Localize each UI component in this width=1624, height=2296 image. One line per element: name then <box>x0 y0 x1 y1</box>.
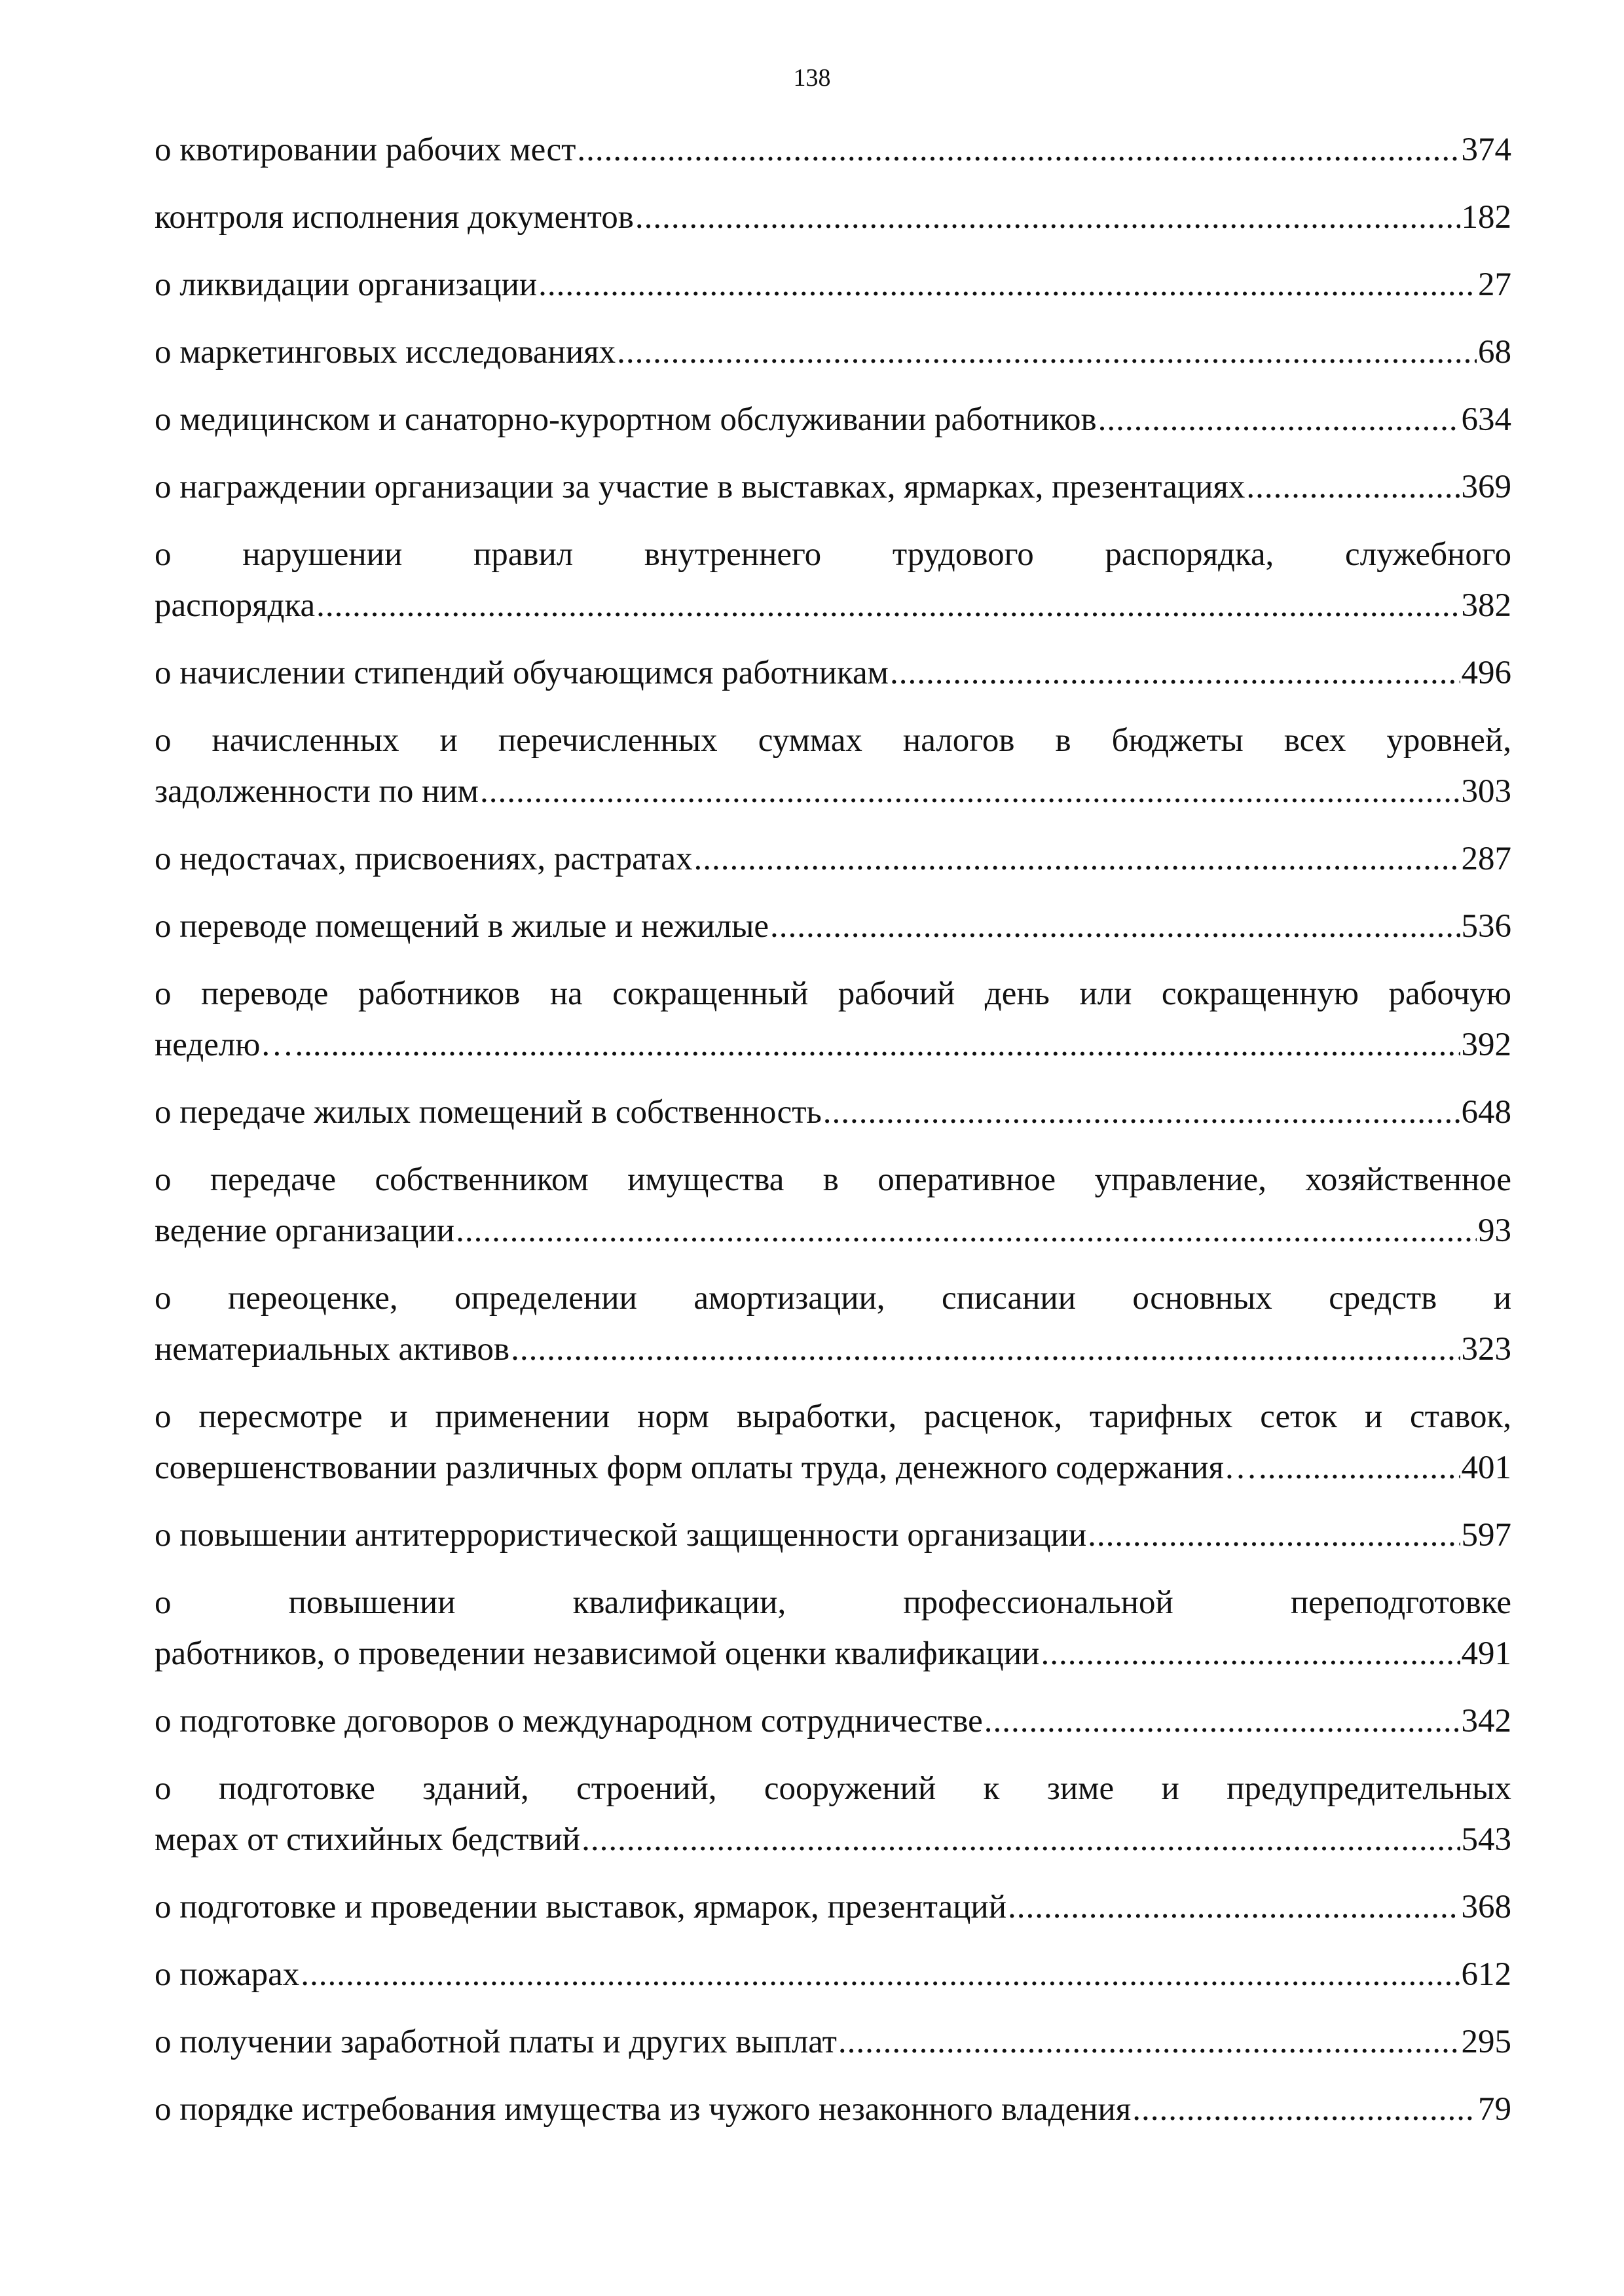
index-entry-page-number: 543 <box>1461 1821 1511 1858</box>
dot-leader <box>838 2016 1460 2068</box>
index-entry-text-line: о повышении квалификации, профессиональной переподготовке <box>155 1584 1511 1621</box>
index-entry-title: о пожарах <box>155 1956 300 1993</box>
index-entry-page-number: 536 <box>1461 908 1511 945</box>
index-entry-last-line <box>155 1628 1511 1679</box>
dot-leader <box>1008 1882 1460 1933</box>
index-entry-last-line <box>155 394 1511 445</box>
index-entry-title: ведение организации <box>155 1212 455 1249</box>
dot-leader <box>1098 394 1460 445</box>
index-entry-page-number: 392 <box>1461 1027 1511 1063</box>
index-entry-text-line: о пересмотре и применении норм выработки, расценок, тарифных сеток и ставок, <box>155 1398 1511 1435</box>
index-entry <box>155 833 1511 884</box>
dot-leader <box>511 1324 1460 1375</box>
dot-leader <box>295 1019 1460 1070</box>
dot-leader <box>577 124 1460 175</box>
index-entry <box>155 1577 1511 1679</box>
index-entry-last-line <box>155 1949 1511 2000</box>
index-entry-last-line <box>155 1814 1511 1865</box>
index-entry-title: совершенствовании различных форм оплаты труда, денежного содержания… <box>155 1449 1257 1486</box>
index-entry-last-line <box>155 647 1511 699</box>
index-entry-last-line <box>155 901 1511 952</box>
index-entry-title: о получении заработной платы и других выплат <box>155 2024 837 2060</box>
index-entry-last-line <box>155 833 1511 884</box>
index-entry-last-line <box>155 124 1511 175</box>
dot-leader <box>480 766 1460 817</box>
index-entry-title: нематериальных активов <box>155 1331 510 1368</box>
dot-leader <box>693 833 1460 884</box>
dot-leader <box>456 1205 1477 1256</box>
dot-leader <box>1259 1442 1460 1493</box>
index-entry-title: о подготовке и проведении выставок, ярмарок, презентаций <box>155 1889 1006 1925</box>
index-entry-page-number: 612 <box>1461 1956 1511 1993</box>
dot-leader <box>890 647 1460 699</box>
index-entry <box>155 647 1511 699</box>
index-entry <box>155 529 1511 631</box>
index-entry-last-line <box>155 766 1511 817</box>
dot-leader <box>316 580 1460 631</box>
index-entry <box>155 1154 1511 1256</box>
index-entry-page-number: 295 <box>1461 2024 1511 2060</box>
index-entry-page-number: 491 <box>1461 1635 1511 1672</box>
index-entry-page-number: 597 <box>1461 1517 1511 1554</box>
index-entry-title: о переводе помещений в жилые и нежилые <box>155 908 769 945</box>
index-entry-last-line <box>155 1510 1511 1561</box>
index-entry-title: контроля исполнения документов <box>155 199 634 236</box>
index-entry-title: о повышении антитеррористической защищенности организации <box>155 1517 1087 1554</box>
index-entry <box>155 1391 1511 1493</box>
index-entry-text-line: о подготовке зданий, строений, сооружений к зиме и предупредительных <box>155 1770 1511 1807</box>
index-entry-text-line: о передаче собственником имущества в оперативное управление, хозяйственное <box>155 1161 1511 1198</box>
dot-leader <box>984 1696 1460 1747</box>
dot-leader <box>538 259 1477 310</box>
index-entry-text-line: о нарушении правил внутреннего трудового распорядка, служебного <box>155 536 1511 573</box>
index-entry <box>155 1510 1511 1561</box>
index-entry <box>155 2016 1511 2068</box>
index-entry-page-number: 323 <box>1461 1331 1511 1368</box>
index-entry-text-line: о переводе работников на сокращенный рабочий день или сокращенную рабочую <box>155 975 1511 1012</box>
index-entry <box>155 1696 1511 1747</box>
dot-leader <box>770 901 1460 952</box>
index-entry-title: о медицинском и санаторно-курортном обслуживании работников <box>155 401 1097 438</box>
index-entry-page-number: 634 <box>1461 401 1511 438</box>
index-entry-title: неделю… <box>155 1027 294 1063</box>
index-entry-last-line <box>155 1324 1511 1375</box>
index-entry-page-number: 496 <box>1461 655 1511 691</box>
index-entry-page-number: 401 <box>1461 1449 1511 1486</box>
index-entry <box>155 1087 1511 1138</box>
index-entry-last-line <box>155 1205 1511 1256</box>
index-entry-last-line <box>155 580 1511 631</box>
index-entry-page-number: 182 <box>1461 199 1511 236</box>
index-entry-last-line <box>155 1087 1511 1138</box>
dot-leader <box>1041 1628 1460 1679</box>
index-entry-last-line <box>155 1442 1511 1493</box>
index-entry-title: о начислении стипендий обучающимся работникам <box>155 655 889 691</box>
index-entry-last-line <box>155 1696 1511 1747</box>
index-entry <box>155 192 1511 243</box>
index-entry <box>155 1882 1511 1933</box>
index-entry-page-number: 93 <box>1478 1212 1511 1249</box>
index-entry-page-number: 342 <box>1461 1703 1511 1740</box>
index-entry-text-line: о начисленных и перечисленных суммах налогов в бюджеты всех уровней, <box>155 722 1511 759</box>
index-entry <box>155 1763 1511 1865</box>
index-entry-page-number: 374 <box>1461 132 1511 168</box>
dot-leader <box>1088 1510 1460 1561</box>
index-entry-page-number: 368 <box>1461 1889 1511 1925</box>
index-entry-page-number: 287 <box>1461 841 1511 877</box>
index-entry-last-line <box>155 327 1511 378</box>
page-number: 138 <box>793 64 831 92</box>
index-entry <box>155 901 1511 952</box>
dot-leader <box>635 192 1460 243</box>
index-entry-last-line <box>155 2016 1511 2068</box>
dot-leader <box>617 327 1477 378</box>
index-entry <box>155 2084 1511 2135</box>
index-entry-page-number: 68 <box>1478 334 1511 371</box>
dot-leader <box>823 1087 1460 1138</box>
index-entry-title: мерах от стихийных бедствий <box>155 1821 581 1858</box>
index-entry-last-line <box>155 192 1511 243</box>
index-entry-title: работников, о проведении независимой оценки квалификации <box>155 1635 1040 1672</box>
index-entry-page-number: 369 <box>1461 469 1511 505</box>
index-entry-title: о квотировании рабочих мест <box>155 132 576 168</box>
dot-leader <box>1132 2084 1477 2135</box>
dot-leader <box>581 1814 1460 1865</box>
dot-leader <box>1246 462 1460 513</box>
index-entry-title: о порядке истребования имущества из чужого незаконного владения <box>155 2091 1132 2128</box>
index-entry <box>155 327 1511 378</box>
index-entry-title: распорядка <box>155 587 316 624</box>
index-entry-page-number: 303 <box>1461 773 1511 810</box>
index-entry <box>155 124 1511 175</box>
index-entry-last-line <box>155 2084 1511 2135</box>
index-entry <box>155 394 1511 445</box>
index-entry <box>155 968 1511 1070</box>
index-entry-title: о маркетинговых исследованиях <box>155 334 616 371</box>
index-entry-last-line <box>155 462 1511 513</box>
index-entry <box>155 715 1511 817</box>
index-entry-page-number: 27 <box>1478 266 1511 303</box>
index-entry-title: о ликвидации организации <box>155 266 538 303</box>
index-list <box>155 124 1511 2151</box>
index-entry-title: задолженности по ним <box>155 773 479 810</box>
index-entry-page-number: 648 <box>1461 1094 1511 1131</box>
index-entry-title: о недостачах, присвоениях, растратах <box>155 841 693 877</box>
index-entry <box>155 462 1511 513</box>
index-entry-title: о подготовке договоров о международном сотрудничестве <box>155 1703 983 1740</box>
index-entry-text-line: о переоценке, определении амортизации, списании основных средств и <box>155 1280 1511 1317</box>
index-entry-last-line <box>155 259 1511 310</box>
index-entry-last-line <box>155 1019 1511 1070</box>
index-entry <box>155 259 1511 310</box>
index-entry-title: о передаче жилых помещений в собственность <box>155 1094 822 1131</box>
index-entry-page-number: 382 <box>1461 587 1511 624</box>
index-entry-page-number: 79 <box>1478 2091 1511 2128</box>
dot-leader <box>301 1949 1460 2000</box>
index-entry-title: о награждении организации за участие в выставках, ярмарках, презентациях <box>155 469 1246 505</box>
index-entry <box>155 1273 1511 1375</box>
index-entry-last-line <box>155 1882 1511 1933</box>
index-entry <box>155 1949 1511 2000</box>
